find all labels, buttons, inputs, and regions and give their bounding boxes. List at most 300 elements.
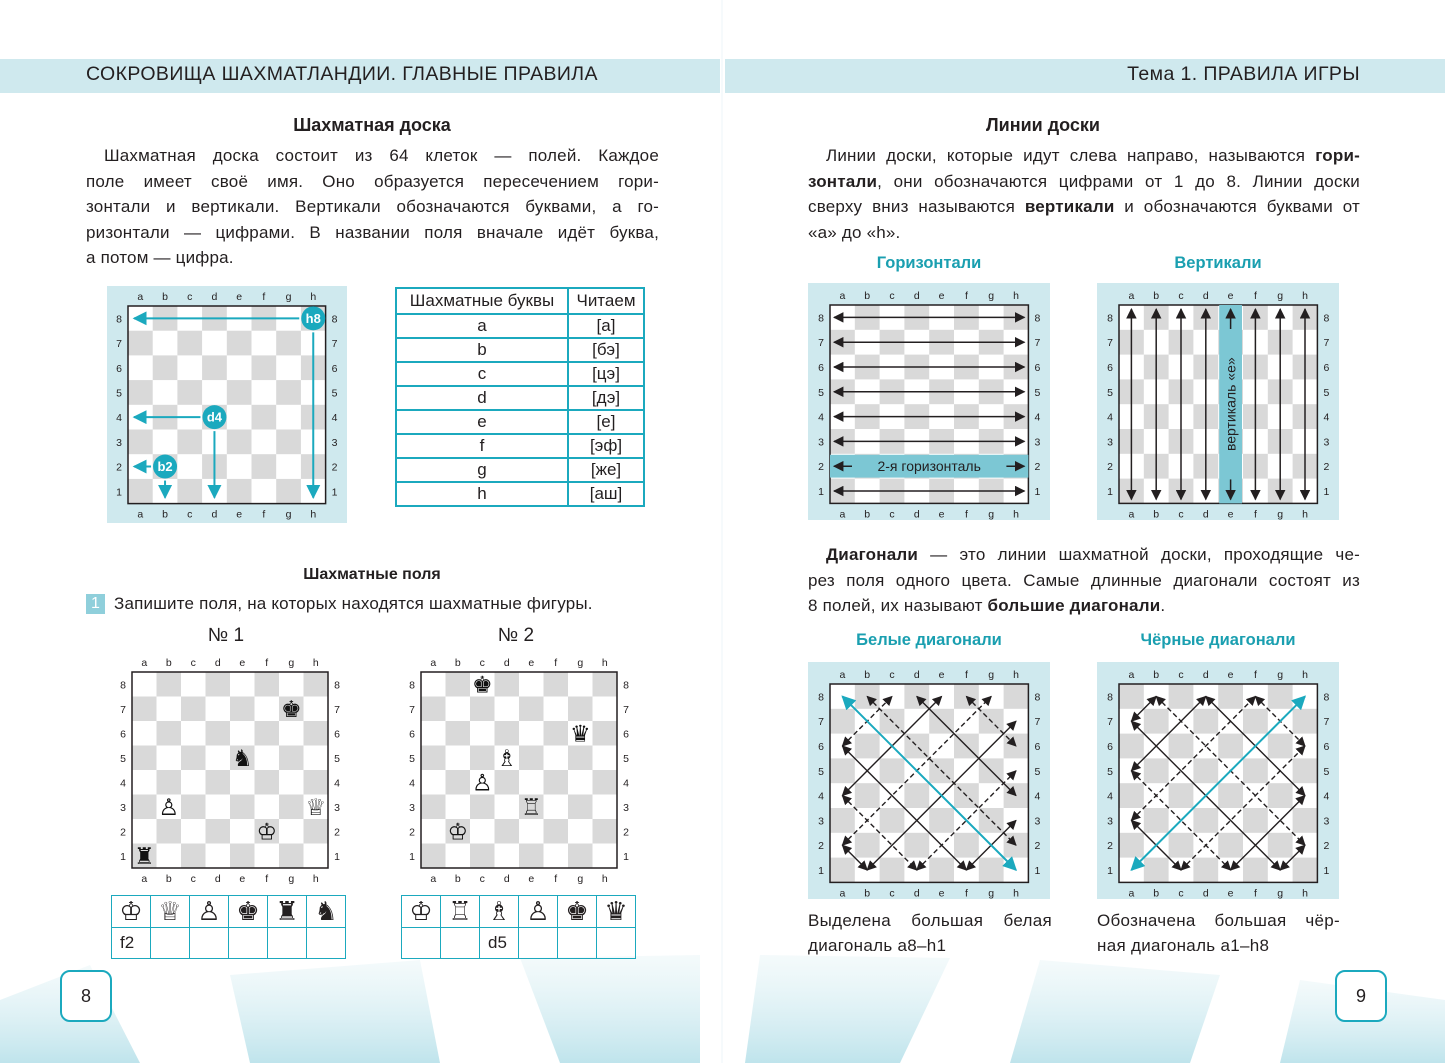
task-board-2 — [400, 652, 632, 888]
file-label: f — [964, 887, 968, 900]
board-text-line: ризонтали — цифрами. В названии поля вначале идёт буква, — [86, 222, 659, 242]
answer-cell[interactable] — [558, 928, 597, 959]
file-label: h — [1013, 887, 1019, 900]
file-label: d — [913, 669, 920, 681]
answer-cell[interactable] — [190, 928, 229, 959]
rank-label: 7 — [818, 337, 824, 350]
letter-table-row — [396, 338, 644, 362]
dark-square — [830, 758, 855, 783]
board-text-line: а потом — цифра. — [86, 248, 234, 267]
white-diagonals-board — [808, 662, 1050, 899]
file-label: e — [239, 657, 246, 669]
rank-label: 1 — [1323, 865, 1330, 877]
file-label: f — [262, 508, 266, 521]
dark-square — [206, 721, 231, 746]
file-label: f — [964, 290, 968, 302]
rank-label: 2 — [818, 840, 824, 853]
dark-square — [1193, 758, 1218, 783]
rank-label: 6 — [1107, 362, 1113, 374]
rank-label: 5 — [120, 752, 126, 765]
rank-label: 8 — [1323, 691, 1330, 704]
rank-label: 4 — [1034, 411, 1041, 424]
answer-cell[interactable] — [402, 928, 441, 959]
dark-square — [979, 858, 1004, 883]
rank-label: 8 — [334, 679, 340, 692]
rank-label: 6 — [116, 362, 122, 375]
rank-label: 2 — [1034, 840, 1041, 853]
answer-table-2 — [401, 895, 636, 959]
bold-term: большие диагонали — [987, 596, 1161, 615]
file-label: a — [1128, 887, 1135, 900]
white-diagonals-title: Белые диагонали — [856, 631, 1002, 649]
file-label: h — [312, 657, 319, 669]
file-label: h — [310, 508, 317, 521]
text-run: . — [1160, 596, 1166, 615]
file-label: d — [214, 657, 221, 669]
answer-cell[interactable] — [151, 928, 190, 959]
rank-label: 3 — [818, 815, 824, 828]
piece-row — [112, 896, 346, 928]
file-label: g — [1277, 508, 1284, 521]
piece-cell: ♜ — [268, 896, 307, 928]
dark-square — [446, 672, 471, 697]
dark-square — [128, 479, 153, 504]
dark-square — [1119, 833, 1144, 858]
dark-square — [830, 808, 855, 833]
dark-square — [1218, 734, 1243, 759]
file-label: g — [988, 669, 995, 681]
file-label: e — [938, 290, 945, 302]
rank-label: 4 — [1323, 790, 1330, 803]
file-label: g — [1277, 887, 1284, 900]
dark-square — [519, 697, 544, 722]
rank-label: 3 — [1323, 815, 1330, 828]
reading-cell: [дэ] — [568, 386, 644, 410]
rank-label: 6 — [1034, 362, 1041, 374]
rank-label: 6 — [1107, 741, 1113, 753]
rank-label: 1 — [120, 850, 126, 863]
paragraph-line — [808, 169, 1360, 195]
dark-square — [227, 380, 252, 405]
file-label: h — [1013, 508, 1019, 521]
dark-square — [544, 721, 569, 746]
paragraph-line — [808, 568, 1360, 594]
answer-cell[interactable] — [597, 928, 636, 959]
file-label: c — [1178, 669, 1184, 681]
answer-cell[interactable]: d5 — [480, 928, 519, 959]
file-label: a — [137, 291, 144, 303]
dark-square — [276, 380, 301, 405]
dark-square — [1004, 684, 1029, 709]
rank-label-text: 2-я горизонталь — [877, 458, 981, 475]
file-label: b — [162, 508, 168, 521]
answer-row — [402, 928, 636, 959]
rank-label: 1 — [1034, 486, 1041, 498]
file-label: h — [1302, 669, 1308, 681]
task-board-1 — [111, 652, 343, 888]
file-label: d — [503, 873, 510, 885]
file-label: e — [528, 873, 535, 885]
dark-square — [276, 430, 301, 455]
dark-square — [206, 770, 231, 795]
letter-cell: c — [396, 362, 568, 386]
file-label: g — [988, 290, 995, 302]
file-label: h — [601, 873, 608, 885]
dark-square — [519, 746, 544, 771]
dark-square — [954, 833, 979, 858]
dark-square — [252, 405, 277, 430]
bold-term: вертикали — [1024, 197, 1115, 216]
rank-label: 8 — [623, 679, 629, 692]
rank-label: 7 — [1107, 716, 1113, 729]
rank-label: 5 — [1034, 386, 1041, 399]
answer-cell[interactable] — [307, 928, 346, 959]
file-label: c — [889, 508, 895, 521]
rank-label: 2 — [818, 461, 824, 474]
rank-label: 7 — [1034, 716, 1041, 729]
file-label: b — [162, 291, 168, 303]
dark-square — [830, 709, 855, 734]
rank-label: 2 — [1107, 461, 1113, 474]
answer-cell[interactable]: f2 — [112, 928, 151, 959]
white-diagonal-caption — [808, 908, 1052, 958]
black-diagonals-title: Чёрные диагонали — [1140, 631, 1296, 649]
file-label: a — [430, 873, 437, 885]
coordinates-board — [107, 286, 347, 523]
rank-label: 5 — [818, 386, 824, 399]
file-label: d — [1202, 508, 1209, 521]
letter-table-row — [396, 410, 644, 434]
file-label: a — [137, 508, 144, 521]
file-label: d — [1202, 669, 1209, 681]
dark-square — [1293, 758, 1318, 783]
text-run: и обозначаются буквами от — [1114, 197, 1360, 216]
text-run: «a» до «h». — [808, 222, 901, 242]
dark-square — [568, 795, 593, 820]
bold-term: гори- — [1315, 146, 1360, 165]
text-run: сверху вниз называются — [808, 197, 1025, 216]
chess-piece: ♙ — [471, 769, 493, 796]
reading-cell: [эф] — [568, 434, 644, 458]
rank-label: 1 — [623, 850, 629, 863]
file-label: g — [577, 873, 584, 885]
board-text — [86, 143, 659, 271]
letter-table-row — [396, 434, 644, 458]
dark-square — [276, 331, 301, 356]
dark-square — [544, 672, 569, 697]
header-left-title: СОКРОВИЩА ШАХМАТЛАНДИИ. ГЛАВНЫЕ ПРАВИЛА — [86, 63, 598, 85]
chess-piece: ♚ — [471, 671, 493, 698]
text-run: — это линии шахматной доски, проходящие че- — [918, 545, 1360, 564]
rank-label: 4 — [1107, 411, 1113, 424]
dark-square — [1293, 709, 1318, 734]
dark-square — [177, 331, 202, 356]
chess-piece: ♛ — [569, 720, 591, 747]
dark-square — [227, 479, 252, 504]
dark-square — [421, 795, 446, 820]
rank-label: 7 — [623, 703, 629, 716]
file-label: g — [988, 508, 995, 521]
dark-square — [1193, 808, 1218, 833]
dark-square — [470, 697, 495, 722]
letter-table-row — [396, 482, 644, 506]
dark-square — [880, 758, 905, 783]
rank-label: 5 — [1323, 765, 1330, 778]
rank-label: 8 — [116, 313, 122, 326]
rank-label: 8 — [1107, 312, 1113, 325]
rank-label: 2 — [116, 461, 122, 474]
rank-label: 7 — [1107, 337, 1113, 350]
rank-label: 1 — [409, 850, 415, 863]
dark-square — [855, 734, 880, 759]
rank-label: 5 — [409, 752, 415, 765]
dark-square — [181, 746, 206, 771]
paragraph-line — [808, 143, 1360, 169]
rank-label: 7 — [1323, 716, 1330, 729]
file-label: f — [1253, 290, 1257, 302]
caption-line: диагональ a8–h1 — [808, 936, 947, 955]
rank-label: 1 — [1107, 865, 1113, 877]
dark-square — [227, 331, 252, 356]
dark-square — [1268, 783, 1293, 808]
chess-piece: ♕ — [305, 793, 327, 820]
file-label: d — [214, 873, 221, 885]
dark-square — [1293, 808, 1318, 833]
file-label: c — [1178, 887, 1184, 900]
horizontals-board — [808, 283, 1050, 520]
file-label: f — [1253, 887, 1257, 900]
rank-label: 3 — [623, 801, 629, 814]
text-run: рез поля одного цвета. Самые длинные диагонали состоят из — [808, 570, 1360, 590]
file-label: g — [988, 887, 995, 900]
file-label: f — [554, 657, 558, 669]
rank-label: 2 — [120, 826, 126, 839]
file-label: e — [1227, 887, 1234, 900]
file-label: e — [528, 657, 535, 669]
dark-square — [255, 770, 280, 795]
rank-label: 8 — [120, 679, 126, 692]
dark-square — [495, 819, 520, 844]
piece-cell: ♔ — [402, 896, 441, 928]
file-label: b — [864, 887, 871, 900]
file-label: f — [265, 873, 269, 885]
rank-label: 2 — [1323, 461, 1330, 474]
dark-square — [495, 721, 520, 746]
board-text-line: поле имеет своё имя. Оно образуется пересечением гори- — [86, 171, 659, 191]
rank-label: 6 — [818, 362, 824, 374]
letter-table-row — [396, 314, 644, 338]
file-label: e — [938, 508, 945, 521]
dark-square — [252, 454, 277, 479]
rank-label: 1 — [1323, 486, 1330, 498]
dark-square — [593, 721, 618, 746]
rank-label: 7 — [1323, 337, 1330, 350]
file-label: f — [262, 291, 266, 303]
file-label: d — [1202, 290, 1209, 302]
rank-label: 1 — [116, 486, 122, 499]
file-label: g — [577, 657, 584, 669]
caption-line: Обозначена большая чёр- — [1097, 911, 1340, 930]
text-run: 8 полей, их называют — [808, 596, 988, 615]
black-diagonals-board — [1097, 662, 1339, 899]
board1-title: № 1 — [207, 625, 245, 646]
rank-label: 4 — [1034, 790, 1041, 803]
rank-label: 3 — [120, 801, 126, 814]
rank-label: 3 — [116, 436, 122, 449]
dark-square — [157, 672, 182, 697]
piece-cell: ♙ — [190, 896, 229, 928]
file-label: c — [889, 290, 895, 302]
rank-label: 8 — [331, 313, 338, 326]
rank-label: 8 — [818, 312, 824, 325]
file-label: f — [1253, 508, 1257, 521]
rank-label: 6 — [1323, 362, 1330, 374]
file-label: c — [187, 508, 193, 521]
file-label: a — [839, 290, 846, 302]
rank-label: 5 — [818, 765, 824, 778]
dark-square — [1268, 833, 1293, 858]
letter-table-header-cell: Читаем — [568, 288, 644, 314]
lines-text — [808, 143, 1360, 245]
rank-label: 3 — [818, 436, 824, 449]
file-label: d — [913, 887, 920, 900]
rank-label: 3 — [1107, 436, 1113, 449]
file-label: g — [288, 873, 295, 885]
rank-label: 5 — [1107, 386, 1113, 399]
rank-label: 2 — [331, 461, 338, 474]
file-label: g — [1277, 290, 1284, 302]
dark-square — [1144, 858, 1169, 883]
file-label: g — [285, 508, 292, 521]
file-label: h — [1302, 887, 1308, 900]
dark-square — [470, 746, 495, 771]
letter-cell: d — [396, 386, 568, 410]
file-label: a — [141, 657, 148, 669]
answer-cell[interactable] — [229, 928, 268, 959]
file-label: b — [454, 873, 461, 885]
dark-square — [544, 819, 569, 844]
dark-square — [276, 479, 301, 504]
file-label: a — [430, 657, 437, 669]
file-label: e — [236, 508, 243, 521]
rank-label: 4 — [818, 411, 824, 424]
rank-label: 2 — [334, 826, 340, 839]
reading-cell: [а] — [568, 314, 644, 338]
dark-square — [202, 355, 227, 380]
rank-label: 4 — [120, 777, 126, 790]
dark-square — [470, 795, 495, 820]
file-label: c — [479, 657, 485, 669]
file-label: h — [1302, 508, 1308, 521]
answer-cell[interactable] — [441, 928, 480, 959]
rank-label: 7 — [334, 703, 340, 716]
reading-cell: [бэ] — [568, 338, 644, 362]
file-label: h — [1013, 669, 1019, 681]
rank-label: 4 — [409, 777, 415, 790]
chess-piece: ♙ — [158, 793, 180, 820]
dark-square — [1144, 758, 1169, 783]
dark-square — [830, 858, 855, 883]
chess-piece: ♖ — [520, 793, 542, 820]
dark-square — [1119, 783, 1144, 808]
letter-table-body — [396, 314, 644, 506]
dark-square — [181, 697, 206, 722]
dark-square — [1119, 734, 1144, 759]
dark-square — [304, 770, 329, 795]
rank-label: 6 — [623, 728, 629, 741]
caption-line: Выделена большая белая — [808, 911, 1052, 930]
answer-cell[interactable] — [268, 928, 307, 959]
dark-square — [206, 672, 231, 697]
dark-square — [1243, 858, 1268, 883]
dark-square — [421, 844, 446, 869]
rank-label: 7 — [116, 338, 122, 351]
piece-cell: ♔ — [112, 896, 151, 928]
dark-square — [279, 795, 304, 820]
verticals-board — [1097, 283, 1339, 520]
file-label: a — [839, 508, 846, 521]
dark-square — [177, 380, 202, 405]
rank-label: 1 — [818, 865, 824, 877]
file-label: d — [211, 291, 218, 303]
dark-square — [1193, 709, 1218, 734]
rank-label: 2 — [623, 826, 629, 839]
piece-cell: ♚ — [558, 896, 597, 928]
file-label: h — [601, 657, 608, 669]
file-label: a — [1128, 290, 1135, 302]
file-label: d — [211, 508, 218, 521]
file-label: d — [503, 657, 510, 669]
piece-cell: ♛ — [597, 896, 636, 928]
dark-square — [1218, 833, 1243, 858]
board-text-line: зонтали и вертикали. Вертикали обозначаются буквами, а го- — [86, 197, 659, 216]
rank-label: 8 — [1034, 691, 1041, 704]
piece-cell: ♚ — [229, 896, 268, 928]
chess-piece: ♔ — [447, 818, 469, 845]
dark-square — [1243, 709, 1268, 734]
rank-label: 3 — [1034, 436, 1041, 449]
dark-square — [157, 819, 182, 844]
letter-cell: h — [396, 482, 568, 506]
dark-square — [1243, 758, 1268, 783]
file-label: b — [1153, 669, 1160, 681]
answer-cell[interactable] — [519, 928, 558, 959]
dark-square — [206, 819, 231, 844]
file-label: b — [454, 657, 461, 669]
dark-square — [1144, 808, 1169, 833]
rank-label: 6 — [818, 741, 824, 753]
dark-square — [227, 430, 252, 455]
rank-label: 7 — [818, 716, 824, 729]
dark-square — [255, 672, 280, 697]
piece-cell: ♖ — [441, 896, 480, 928]
rank-label: 4 — [1323, 411, 1330, 424]
dark-square — [446, 721, 471, 746]
file-label: f — [964, 508, 968, 521]
dark-square — [519, 844, 544, 869]
piece-row — [402, 896, 636, 928]
dark-square — [495, 672, 520, 697]
dark-square — [568, 746, 593, 771]
dark-square — [128, 430, 153, 455]
dark-square — [593, 819, 618, 844]
file-label: c — [889, 887, 895, 900]
dark-square — [544, 770, 569, 795]
dark-square — [132, 795, 157, 820]
dark-square — [304, 721, 329, 746]
letter-cell: a — [396, 314, 568, 338]
rank-label: 8 — [1323, 312, 1330, 325]
